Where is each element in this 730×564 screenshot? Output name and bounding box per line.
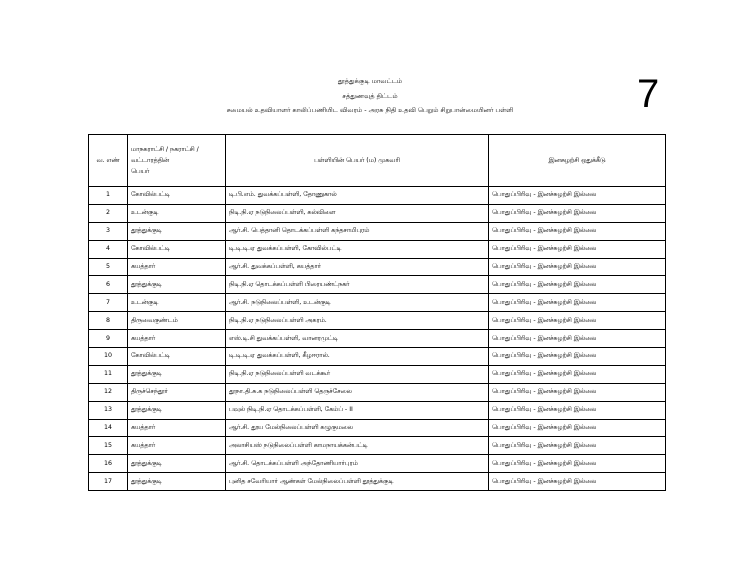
- table-header-row: [89, 135, 666, 187]
- table-row: [89, 294, 666, 312]
- district-heading: தூத்துக்குடி மாவட்டம்: [337, 77, 403, 85]
- reservation-cell: பொதுப்பிரிவு - இனச்சுழற்சி இல்லை: [489, 222, 666, 240]
- table-row: [89, 330, 666, 348]
- school-cell: பவுல் நிடி.நி.ஏ தொடக்கப்பள்ளி, கேம்ப் - II: [226, 401, 489, 419]
- district-cell: தூத்துக்குடி: [128, 455, 226, 473]
- column-header-reservation: இனசுழற்சி ஒதுக்கீடு: [489, 135, 666, 187]
- serial-cell: 14: [89, 419, 128, 437]
- school-cell: நிடி.நி.ஏ நடுநிலைப்பள்ளி, கல்விளை: [226, 204, 489, 222]
- table-row: [89, 365, 666, 383]
- district-cell: கோவில்பட்டி: [128, 240, 226, 258]
- table-row: [89, 419, 666, 437]
- column-header-district: [128, 135, 226, 187]
- district-cell: கோவில்பட்டி: [128, 187, 226, 205]
- serial-cell: 12: [89, 383, 128, 401]
- reservation-cell: பொதுப்பிரிவு - இனச்சுழற்சி இல்லை: [489, 348, 666, 366]
- serial-cell: 11: [89, 365, 128, 383]
- serial-cell: 17: [89, 473, 128, 491]
- reservation-cell: பொதுப்பிரிவு - இனச்சுழற்சி இல்லை: [489, 419, 666, 437]
- district-cell: கயத்தார்: [128, 330, 226, 348]
- serial-cell: 7: [89, 294, 128, 312]
- serial-cell: 16: [89, 455, 128, 473]
- table-row: [89, 204, 666, 222]
- table-row: [89, 222, 666, 240]
- reservation-cell: பொதுப்பிரிவு - இனச்சுழற்சி இல்லை: [489, 240, 666, 258]
- school-cell: ஆர்.சி. தூய மேல்நிலைப்பள்ளி கழுகுமலை: [226, 419, 489, 437]
- reservation-cell: பொதுப்பிரிவு - இனச்சுழற்சி இல்லை: [489, 365, 666, 383]
- district-cell: கோவில்பட்டி: [128, 348, 226, 366]
- district-cell: உடன்குடி: [128, 204, 226, 222]
- serial-cell: 3: [89, 222, 128, 240]
- table-row: [89, 437, 666, 455]
- school-cell: தூநா.தி.சு.க நடுநிலைப்பள்ளி தெருச்சேலை: [226, 383, 489, 401]
- district-cell: திருச்செந்தூர்: [128, 383, 226, 401]
- table-row: [89, 187, 666, 205]
- reservation-cell: பொதுப்பிரிவு - இனச்சுழற்சி இல்லை: [489, 455, 666, 473]
- reservation-cell: பொதுப்பிரிவு - இனச்சுழற்சி இல்லை: [489, 312, 666, 330]
- school-cell: ஆர்.சி. துவக்கப்பள்ளி, கயத்தார்: [226, 258, 489, 276]
- school-cell: டி.டி.டி.ஏ துவக்கப்பள்ளி, கோவில்பட்டி: [226, 240, 489, 258]
- table-row: [89, 348, 666, 366]
- school-cell: டி.டி.டி.ஏ துவக்கப்பள்ளி, கீழஈரால்.: [226, 348, 489, 366]
- reservation-cell: பொதுப்பிரிவு - இனச்சுழற்சி இல்லை: [489, 383, 666, 401]
- reservation-cell: பொதுப்பிரிவு - இனச்சுழற்சி இல்லை: [489, 473, 666, 491]
- scheme-heading: சத்துணவுத் திட்டம்: [342, 92, 398, 100]
- table-row: [89, 312, 666, 330]
- table-row: [89, 401, 666, 419]
- table-row: [89, 258, 666, 276]
- table-row: [89, 240, 666, 258]
- reservation-cell: பொதுப்பிரிவு - இனச்சுழற்சி இல்லை: [489, 437, 666, 455]
- school-cell: ஆர்.சி. தொடக்கப்பள்ளி அந்தோணியார்புரம்: [226, 455, 489, 473]
- table-row: [89, 383, 666, 401]
- serial-cell: 8: [89, 312, 128, 330]
- district-cell: திருவைகுண்டம்: [128, 312, 226, 330]
- reservation-cell: பொதுப்பிரிவு - இனச்சுழற்சி இல்லை: [489, 401, 666, 419]
- table-row: [89, 473, 666, 491]
- page-number: 7: [637, 72, 660, 116]
- reservation-cell: பொதுப்பிரிவு - இனச்சுழற்சி இல்லை: [489, 330, 666, 348]
- district-cell: தூத்துக்குடி: [128, 276, 226, 294]
- reservation-cell: பொதுப்பிரிவு - இனச்சுழற்சி இல்லை: [489, 294, 666, 312]
- school-cell: ஆர்.சி. பெத்தானி தொடக்கப்பள்ளி கந்தசாமிபுரம்: [226, 222, 489, 240]
- district-cell: தூத்துக்குடி: [128, 401, 226, 419]
- column-header-school: பள்ளியின் பெயர் (ம) முகவரி: [226, 135, 489, 187]
- district-cell: உடன்குடி: [128, 294, 226, 312]
- serial-cell: 5: [89, 258, 128, 276]
- column-header-district-line: வட்டாரத்தின்: [131, 157, 169, 164]
- reservation-cell: பொதுப்பிரிவு - இனச்சுழற்சி இல்லை: [489, 187, 666, 205]
- table-row: [89, 455, 666, 473]
- serial-cell: 10: [89, 348, 128, 366]
- reservation-cell: பொதுப்பிரிவு - இனச்சுழற்சி இல்லை: [489, 258, 666, 276]
- school-cell: எஸ்.டி.சி துவக்கப்பள்ளி, வானரமுட்டி: [226, 330, 489, 348]
- district-cell: கயத்தார்: [128, 258, 226, 276]
- school-cell: நிடி.நி.ஏ நடுநிலைப்பள்ளி அகரம்.: [226, 312, 489, 330]
- school-cell: நிடி.நி.ஏ தொடக்கப்பள்ளி பிரையண்ட்நகர்: [226, 276, 489, 294]
- district-cell: தூத்துக்குடி: [128, 365, 226, 383]
- column-header-serial: வ. எண்: [89, 135, 128, 187]
- document-subtitle: சமையல் உதவியாளர் காலிப்பணியிட விவரம் - அரசு நிதி உதவி பெறும் சிறுபான்மையினர் பள்ளி: [226, 106, 514, 114]
- school-cell: ஆர்.சி. நடுநிலைப்பள்ளி, உடன்குடி: [226, 294, 489, 312]
- school-cell: நிடி.நி.ஏ நடுநிலைப்பள்ளி வடக்கூர்: [226, 365, 489, 383]
- serial-cell: 2: [89, 204, 128, 222]
- table-body: [89, 187, 666, 491]
- serial-cell: 4: [89, 240, 128, 258]
- serial-cell: 13: [89, 401, 128, 419]
- serial-cell: 15: [89, 437, 128, 455]
- school-cell: அலாசியஸ் நடுநிலைப்பள்ளி காமநாயக்கன்பட்டி: [226, 437, 489, 455]
- reservation-cell: பொதுப்பிரிவு - இனச்சுழற்சி இல்லை: [489, 204, 666, 222]
- column-header-district-line: பெயர்: [131, 168, 150, 175]
- school-cell: புனித சவேரியார் ஆண்கள் மேல்நிலைப்பள்ளி தூத்துக்குடி: [226, 473, 489, 491]
- reservation-cell: பொதுப்பிரிவு - இனச்சுழற்சி இல்லை: [489, 276, 666, 294]
- serial-cell: 9: [89, 330, 128, 348]
- district-cell: கயத்தார்: [128, 437, 226, 455]
- serial-cell: 1: [89, 187, 128, 205]
- serial-cell: 6: [89, 276, 128, 294]
- column-header-district-line: மாநகராட்சி / நகராட்சி /: [131, 146, 199, 153]
- school-cell: டி.பி.எம். துவக்கப்பள்ளி, தோணுகால்: [226, 187, 489, 205]
- district-cell: தூத்துக்குடி: [128, 473, 226, 491]
- table-row: [89, 276, 666, 294]
- district-cell: தூத்துக்குடி: [128, 222, 226, 240]
- vacancy-table: [88, 134, 666, 491]
- district-cell: கயத்தார்: [128, 419, 226, 437]
